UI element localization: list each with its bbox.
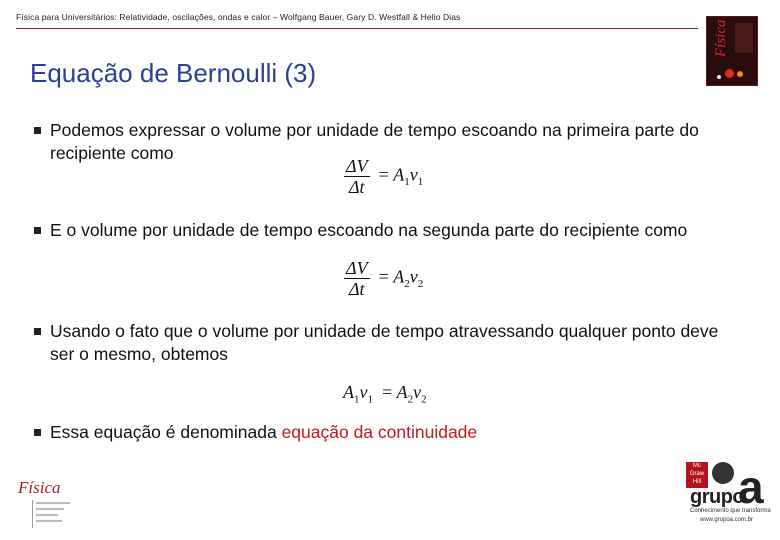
velocity-symbol: v bbox=[409, 266, 418, 287]
grupo-a-letter: a bbox=[738, 461, 764, 513]
area-symbol: A bbox=[396, 382, 408, 402]
cover-band bbox=[735, 23, 753, 53]
highlight-term: equação da continuidade bbox=[281, 422, 478, 442]
equation-continuity bbox=[343, 382, 427, 406]
fraction-numerator: ΔV bbox=[346, 258, 368, 278]
book-cover-thumbnail bbox=[706, 16, 758, 86]
bullet-marker bbox=[34, 328, 41, 335]
mcgraw-hill-logo: Mc Graw Hill bbox=[686, 462, 708, 488]
velocity-symbol: v bbox=[359, 382, 368, 402]
publisher-logo bbox=[686, 460, 776, 530]
equals-sign: = bbox=[377, 382, 397, 402]
subscript: 1 bbox=[417, 176, 424, 189]
cover-dot-orange bbox=[737, 71, 743, 77]
area-symbol: A bbox=[393, 266, 405, 287]
fraction bbox=[344, 258, 370, 299]
bullet-marker bbox=[34, 227, 41, 234]
footer-book-subtitle-lines bbox=[36, 502, 76, 526]
velocity-symbol: v bbox=[413, 382, 422, 402]
equation-flow-rate-2 bbox=[344, 258, 423, 299]
area-symbol: A bbox=[343, 382, 354, 402]
fraction-denominator: Δt bbox=[348, 177, 365, 197]
publisher-website: www.grupoa.com.br bbox=[700, 517, 754, 523]
bullet-text-1: Podemos expressar o volume por unidade de tempo escoando na primeira parte do recipiente como bbox=[50, 120, 699, 163]
fraction-denominator: Δt bbox=[348, 279, 365, 299]
subscript: 2 bbox=[407, 393, 414, 406]
header-divider bbox=[16, 28, 698, 29]
equals-sign: = bbox=[374, 266, 394, 287]
bullet-text-4-plain: Essa equação é denominada bbox=[50, 422, 282, 442]
bullet-marker bbox=[34, 429, 41, 436]
fraction-numerator: ΔV bbox=[346, 156, 368, 176]
subscript: 1 bbox=[404, 176, 410, 189]
subscript: 2 bbox=[417, 278, 424, 291]
cover-title: Física bbox=[713, 19, 729, 57]
bullet-marker bbox=[34, 127, 41, 134]
slide-title: Equação de Bernoulli (3) bbox=[30, 58, 317, 88]
bullet-text-2: E o volume por unidade de tempo escoando na segunda parte do recipiente como bbox=[50, 220, 688, 240]
grupo-wordmark: grupo bbox=[690, 486, 745, 508]
cover-dot-red bbox=[725, 69, 734, 78]
equation-flow-rate-1 bbox=[344, 156, 423, 197]
subscript: 1 bbox=[354, 393, 360, 406]
fraction bbox=[344, 156, 370, 197]
publisher-seal-icon bbox=[712, 462, 734, 484]
area-symbol: A bbox=[393, 164, 405, 185]
subscript: 2 bbox=[421, 393, 427, 406]
bullet-text-3: Usando o fato que o volume por unidade de tempo atravessando qualquer ponto deve ser o mesmo, obtemos bbox=[50, 321, 719, 364]
bullet-text-4 bbox=[50, 421, 740, 444]
cover-dot-white bbox=[717, 75, 721, 79]
book-reference-header: Física para Universitários: Relatividade, oscilações, ondas e calor – Wolfgang Bauer, Gary D. Westfall & Helio Dias bbox=[16, 12, 461, 22]
footer-book-logo bbox=[18, 478, 61, 498]
subscript: 1 bbox=[367, 393, 373, 406]
footer-divider bbox=[32, 500, 33, 528]
velocity-symbol: v bbox=[409, 164, 418, 185]
equals-sign: = bbox=[374, 164, 394, 185]
publisher-tagline: Conhecimento que transforma bbox=[690, 508, 771, 514]
footer-book-title: Física bbox=[18, 478, 61, 497]
subscript: 2 bbox=[404, 278, 410, 291]
